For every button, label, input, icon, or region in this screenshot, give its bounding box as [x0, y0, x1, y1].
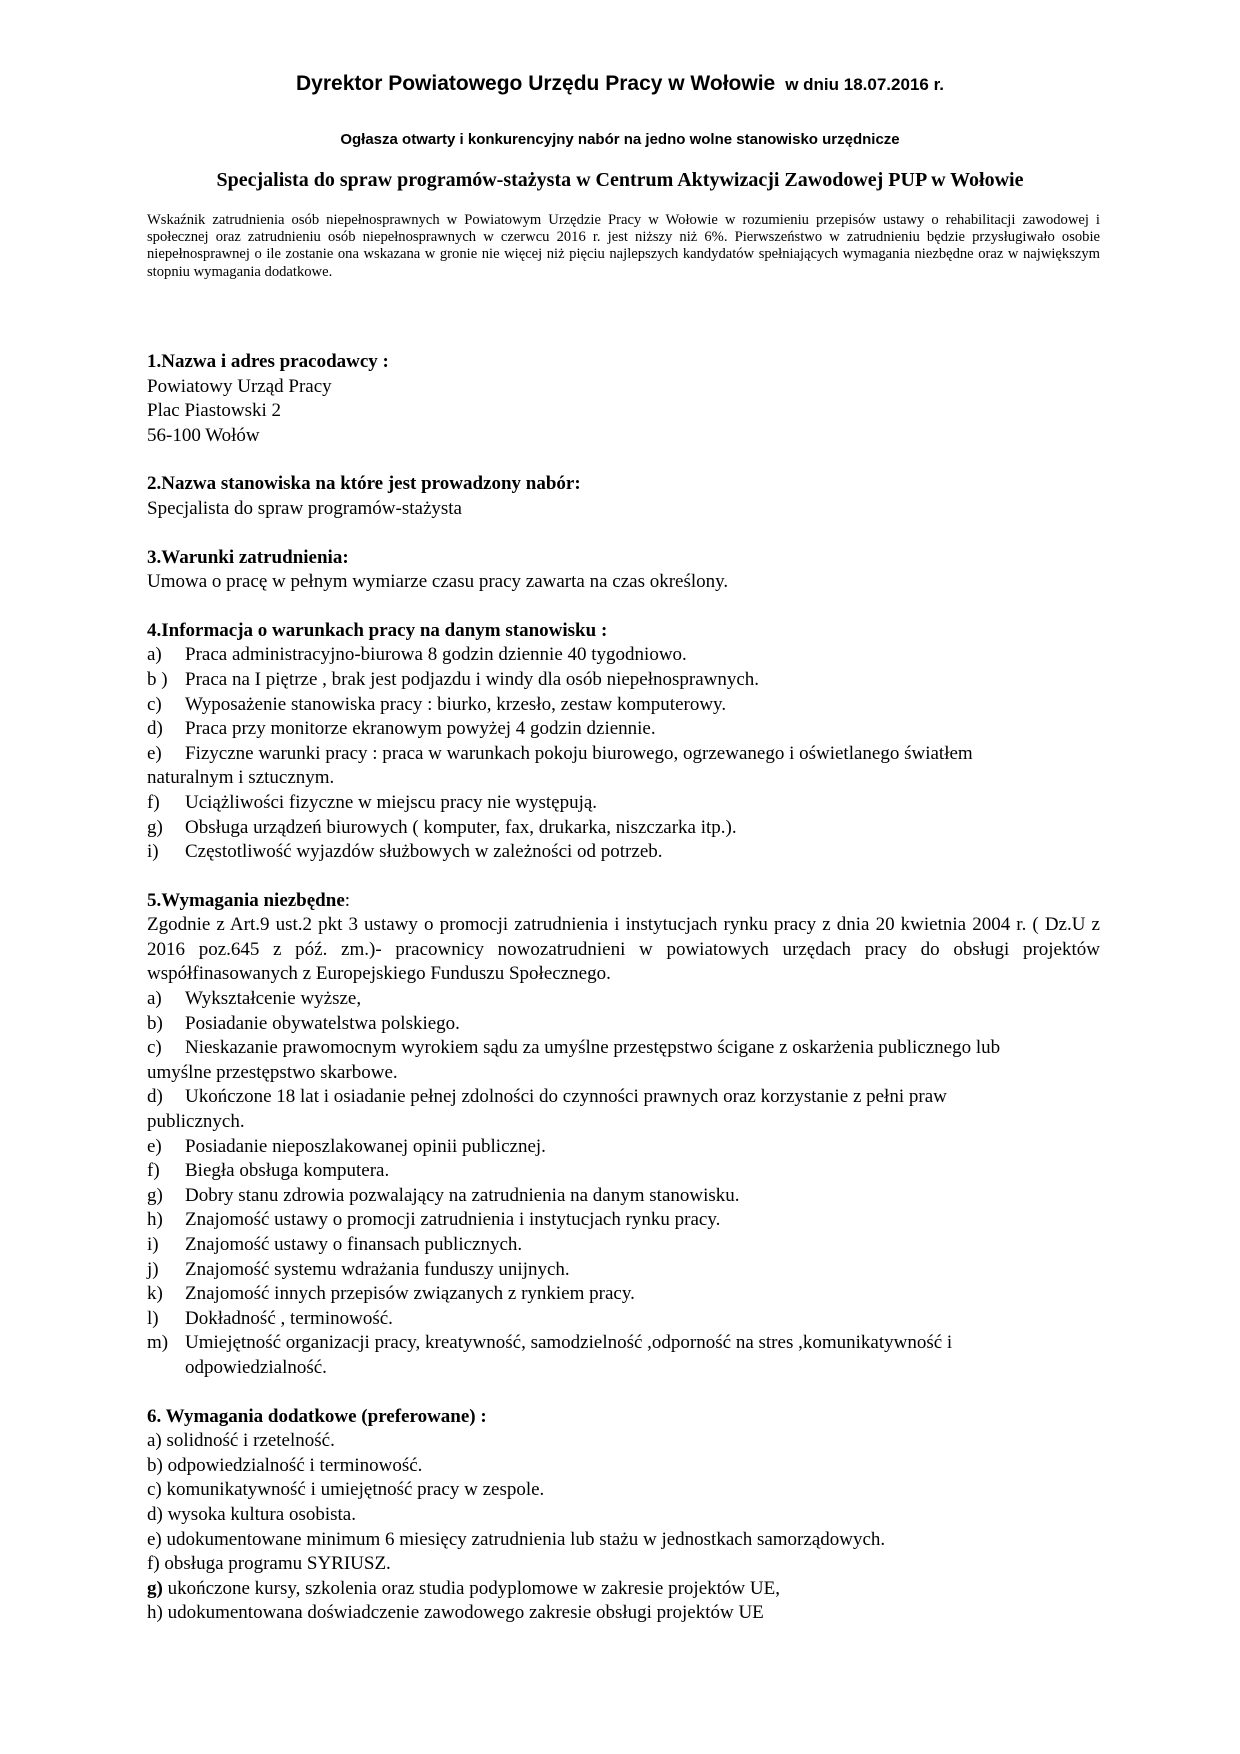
list-item	[147, 643, 1100, 668]
list-item-continuation: naturalnym i sztucznym.	[147, 767, 335, 789]
list-item	[147, 1085, 1100, 1110]
list-item	[147, 1208, 1100, 1233]
list-text: Posiadanie nieposzlakowanej opinii publicznej.	[185, 1135, 546, 1157]
section-heading: 3.Warunki zatrudnienia:	[147, 546, 349, 568]
list-marker: a)	[147, 1430, 162, 1452]
section-employer	[147, 350, 1100, 448]
list-text: Wyposażenie stanowiska pracy : biurko, krzesło, zestaw komputerowy.	[185, 693, 727, 715]
list-marker: f)	[147, 1553, 160, 1575]
list-text: Nieskazanie prawomocnym wyrokiem sądu za umyślne przestępstwo ścigane z oskarżenia publicznego lub	[185, 1037, 1001, 1059]
title-text: Dyrektor Powiatowego Urzędu Pracy w Wołowie	[296, 72, 776, 95]
list-marker: a)	[147, 644, 162, 666]
list-item	[147, 717, 1100, 742]
list-item	[147, 1307, 1100, 1332]
list-item	[147, 1528, 1100, 1553]
list-marker: l)	[147, 1307, 159, 1329]
section-heading: 6. Wymagania dodatkowe (preferowane) :	[147, 1405, 487, 1427]
list-marker: b)	[147, 1012, 163, 1034]
list-text: udokumentowana doświadczenie zawodowego zakresie obsługi projektów UE	[167, 1602, 764, 1624]
list-item-continuation: publicznych.	[147, 1111, 245, 1133]
section-text: Umowa o pracę w pełnym wymiarze czasu pracy zawarta na czas określony.	[147, 571, 729, 593]
list-marker: a)	[147, 988, 162, 1010]
list-marker: d)	[147, 1086, 163, 1108]
list-marker: f)	[147, 1160, 160, 1182]
list-text: Znajomość innych przepisów związanych z rynkiem pracy.	[185, 1283, 635, 1305]
list-item	[147, 1454, 1100, 1479]
list-marker: g)	[147, 1184, 163, 1206]
list-marker: g)	[147, 816, 163, 838]
list-item	[147, 1478, 1100, 1503]
employer-name: Powiatowy Urząd Pracy	[147, 375, 332, 397]
list-marker: j)	[147, 1258, 159, 1280]
list-item	[147, 1012, 1100, 1037]
list-marker: h)	[147, 1209, 163, 1231]
list-text: solidność i rzetelność.	[166, 1430, 335, 1452]
list-text: Znajomość systemu wdrażania funduszy unijnych.	[185, 1258, 570, 1280]
section-heading: 1.Nazwa i adres pracodawcy :	[147, 351, 389, 372]
list-item	[147, 1503, 1100, 1528]
list-marker: e)	[147, 1528, 162, 1550]
position-title: Specjalista do spraw programów-stażysta w Centrum Aktywizacji Zawodowej PUP w Wołowie	[216, 169, 1024, 191]
list-item	[147, 791, 1100, 816]
list-item	[147, 1577, 1100, 1602]
list-marker: m)	[147, 1332, 169, 1354]
list-marker: g)	[147, 1577, 163, 1599]
section-heading-suffix: :	[344, 889, 351, 911]
list-text: Dobry stanu zdrowia pozwalający na zatrudnienia na danym stanowisku.	[185, 1184, 740, 1206]
title-date: w dniu 18.07.2016 r.	[785, 75, 944, 94]
list-item	[147, 1233, 1100, 1258]
list-marker: c)	[147, 693, 162, 715]
list-text: obsługa programu SYRIUSZ.	[164, 1553, 391, 1575]
list-item	[147, 1429, 1100, 1454]
requirements-intro: Zgodnie z Art.9 ust.2 pkt 3 ustawy o promocji zatrudnienia i instytucjach rynku pracy z dnia 20 kwietnia 2004 r. ( Dz.U z 2016 poz.645 z póź. zm.)- pracownicy nowozatrudnieni w powiatowych urzędach pracy do obsługi projektów współfinasowanych z Europejskiego Funduszu Społecznego.	[147, 914, 1100, 985]
list-marker: e)	[147, 1135, 162, 1157]
list-text: Znajomość ustawy o finansach publicznych.	[185, 1234, 523, 1255]
list-text: Znajomość ustawy o promocji zatrudnienia i instytucjach rynku pracy.	[185, 1209, 721, 1231]
list-text: udokumentowane minimum 6 miesięcy zatrudnienia lub stażu w jednostkach samorządowych.	[166, 1528, 886, 1550]
section-heading	[147, 889, 1100, 914]
list-text: Obsługa urządzeń biurowych ( komputer, fax, drukarka, niszczarka itp.).	[185, 816, 737, 838]
list-text: Fizyczne warunki pracy : praca w warunkach pokoju biurowego, ogrzewanego i oświetlanego światłem	[185, 742, 973, 764]
list-text: ukończone kursy, szkolenia oraz studia podyplomowe w zakresie projektów UE,	[167, 1577, 780, 1599]
section-heading: 2.Nazwa stanowiska na które jest prowadzony nabór:	[147, 473, 581, 495]
list-item	[147, 1184, 1100, 1209]
employer-city: 56-100 Wołów	[147, 424, 260, 446]
list-item	[147, 693, 1100, 718]
list-marker: b)	[147, 1454, 163, 1476]
list-item-continuation: odpowiedzialność.	[185, 1356, 327, 1378]
list-text: Posiadanie obywatelstwa polskiego.	[185, 1012, 460, 1034]
document-title	[0, 72, 1240, 96]
list-item	[147, 1282, 1100, 1307]
section-text: Specjalista do spraw programów-stażysta	[147, 497, 462, 519]
list-text: Częstotliwość wyjazdów służbowych w zależności od potrzeb.	[185, 841, 663, 863]
list-item	[147, 1135, 1100, 1160]
list-text: Praca przy monitorze ekranowym powyżej 4 godzin dziennie.	[185, 718, 656, 740]
list-item	[147, 742, 1100, 767]
list-text: Praca na I piętrze , brak jest podjazdu i windy dla osób niepełnosprawnych.	[185, 668, 760, 690]
list-item-continuation: umyślne przestępstwo skarbowe.	[147, 1061, 398, 1083]
list-marker: i)	[147, 841, 159, 863]
section-work-conditions	[147, 619, 1100, 865]
list-text: Umiejętność organizacji pracy, kreatywność, samodzielność ,odporność na stres ,komunikatywność i	[185, 1332, 953, 1354]
list-marker: d)	[147, 718, 163, 740]
section-heading-text: 5.Wymagania niezbędne	[147, 889, 345, 911]
section-heading: 4.Informacja o warunkach pracy na danym stanowisku :	[147, 619, 608, 641]
list-item	[147, 668, 1100, 693]
list-text: Ukończone 18 lat i osiadanie pełnej zdolności do czynności prawnych oraz korzystanie z pełni praw	[185, 1086, 947, 1108]
section-position	[147, 472, 1100, 521]
list-item	[147, 1159, 1100, 1184]
section-employment-conditions	[147, 546, 1100, 595]
list-marker: i)	[147, 1234, 159, 1255]
section-requirements	[147, 889, 1100, 1381]
list-text: Praca administracyjno-biurowa 8 godzin dziennie 40 tygodniowo.	[185, 644, 687, 666]
list-item	[147, 1601, 1100, 1626]
list-item	[147, 840, 1100, 865]
list-item	[147, 816, 1100, 841]
list-text: Dokładność , terminowość.	[185, 1307, 393, 1329]
document-body	[147, 350, 1100, 1626]
list-marker: b )	[147, 668, 168, 690]
list-text: Wykształcenie wyższe,	[185, 988, 362, 1010]
list-item	[147, 1331, 1100, 1356]
list-marker: h)	[147, 1602, 163, 1624]
list-item	[147, 987, 1100, 1012]
list-text: komunikatywność i umiejętność pracy w zespole.	[166, 1479, 545, 1501]
list-text: Uciążliwości fizyczne w miejscu pracy nie występują.	[185, 791, 598, 813]
list-item	[147, 1036, 1100, 1061]
list-marker: c)	[147, 1479, 162, 1501]
list-item	[147, 1552, 1100, 1577]
list-marker: k)	[147, 1283, 163, 1305]
list-text: Biegła obsługa komputera.	[185, 1160, 390, 1182]
intro-paragraph: Wskaźnik zatrudnienia osób niepełnosprawnych w Powiatowym Urzędzie Pracy w Wołowie w rozumieniu przepisów ustawy o rehabilitacji zawodowej i społecznej oraz zatrudnieniu osób niepełnosprawnych w czerwcu 2016 r. jest niższy niż 6%. Pierwszeństwo w zatrudnieniu będzie przysługiwało osobie niepełnosprawnej o ile zostanie ona wskazana w gronie nie więcej niż pięciu najlepszych kandydatów spełniających wymagania niezbędne oraz w największym stopniu wymagania dodatkowe.	[147, 212, 1100, 280]
list-marker: c)	[147, 1037, 162, 1059]
list-text: wysoka kultura osobista.	[167, 1503, 356, 1525]
list-marker: f)	[147, 791, 160, 813]
employer-street: Plac Piastowski 2	[147, 400, 282, 422]
section-preferred-requirements	[147, 1405, 1100, 1626]
list-marker: d)	[147, 1503, 163, 1525]
list-item	[147, 1258, 1100, 1283]
list-marker: e)	[147, 742, 162, 764]
list-text: odpowiedzialność i terminowość.	[167, 1454, 423, 1476]
document-subtitle: Ogłasza otwarty i konkurencyjny nabór na jedno wolne stanowisko urzędnicze	[340, 131, 900, 148]
